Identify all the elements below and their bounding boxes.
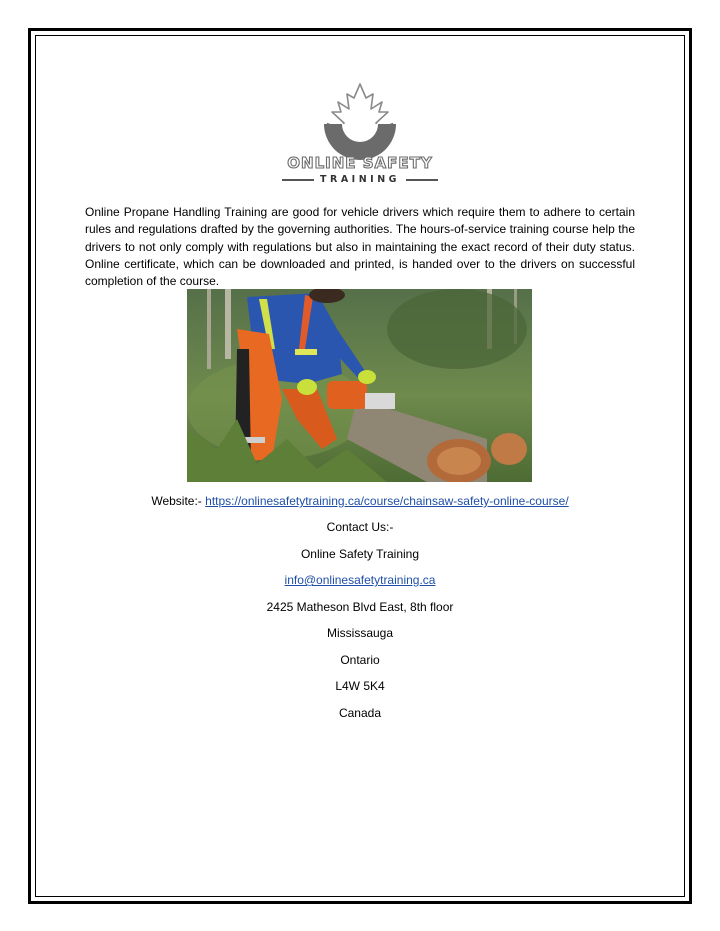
email-line xyxy=(85,573,635,587)
email-link[interactable]: info@onlinesafetytraining.ca xyxy=(284,573,436,587)
website-link[interactable]: https://onlinesafetytraining.ca/course/chainsaw-safety-online-course/ xyxy=(205,494,569,508)
city-line: Mississauga xyxy=(326,626,394,640)
address-line: 2425 Matheson Blvd East, 8th floor xyxy=(266,600,454,614)
company-logo xyxy=(272,82,448,188)
postal-code-line: L4W 5K4 xyxy=(335,679,385,693)
worker-with-chainsaw-photo xyxy=(187,289,532,482)
company-name: Online Safety Training xyxy=(300,547,420,561)
contact-heading: Contact Us:- xyxy=(326,520,394,534)
province-line: Ontario xyxy=(340,653,380,667)
intro-paragraph: Online Propane Handling Training are good for vehicle drivers which require them to adhere to certain rules and regulations drafted by the governing authorities. The hours-of-service training course help the drivers to not only comply with regulations but also in maintaining the exact record of their duty status. Online certificate, which can be downloaded and printed, is handed over to the drivers on successful completion of the course. xyxy=(85,205,635,289)
maple-leaf-gear-icon xyxy=(272,82,448,188)
logo-wordmark: ONLINE SAFETY xyxy=(287,154,433,172)
website-line xyxy=(85,494,635,508)
logo-tagline: TRAINING xyxy=(272,174,448,185)
website-label: Website:- xyxy=(151,494,202,508)
country-line: Canada xyxy=(338,706,382,720)
